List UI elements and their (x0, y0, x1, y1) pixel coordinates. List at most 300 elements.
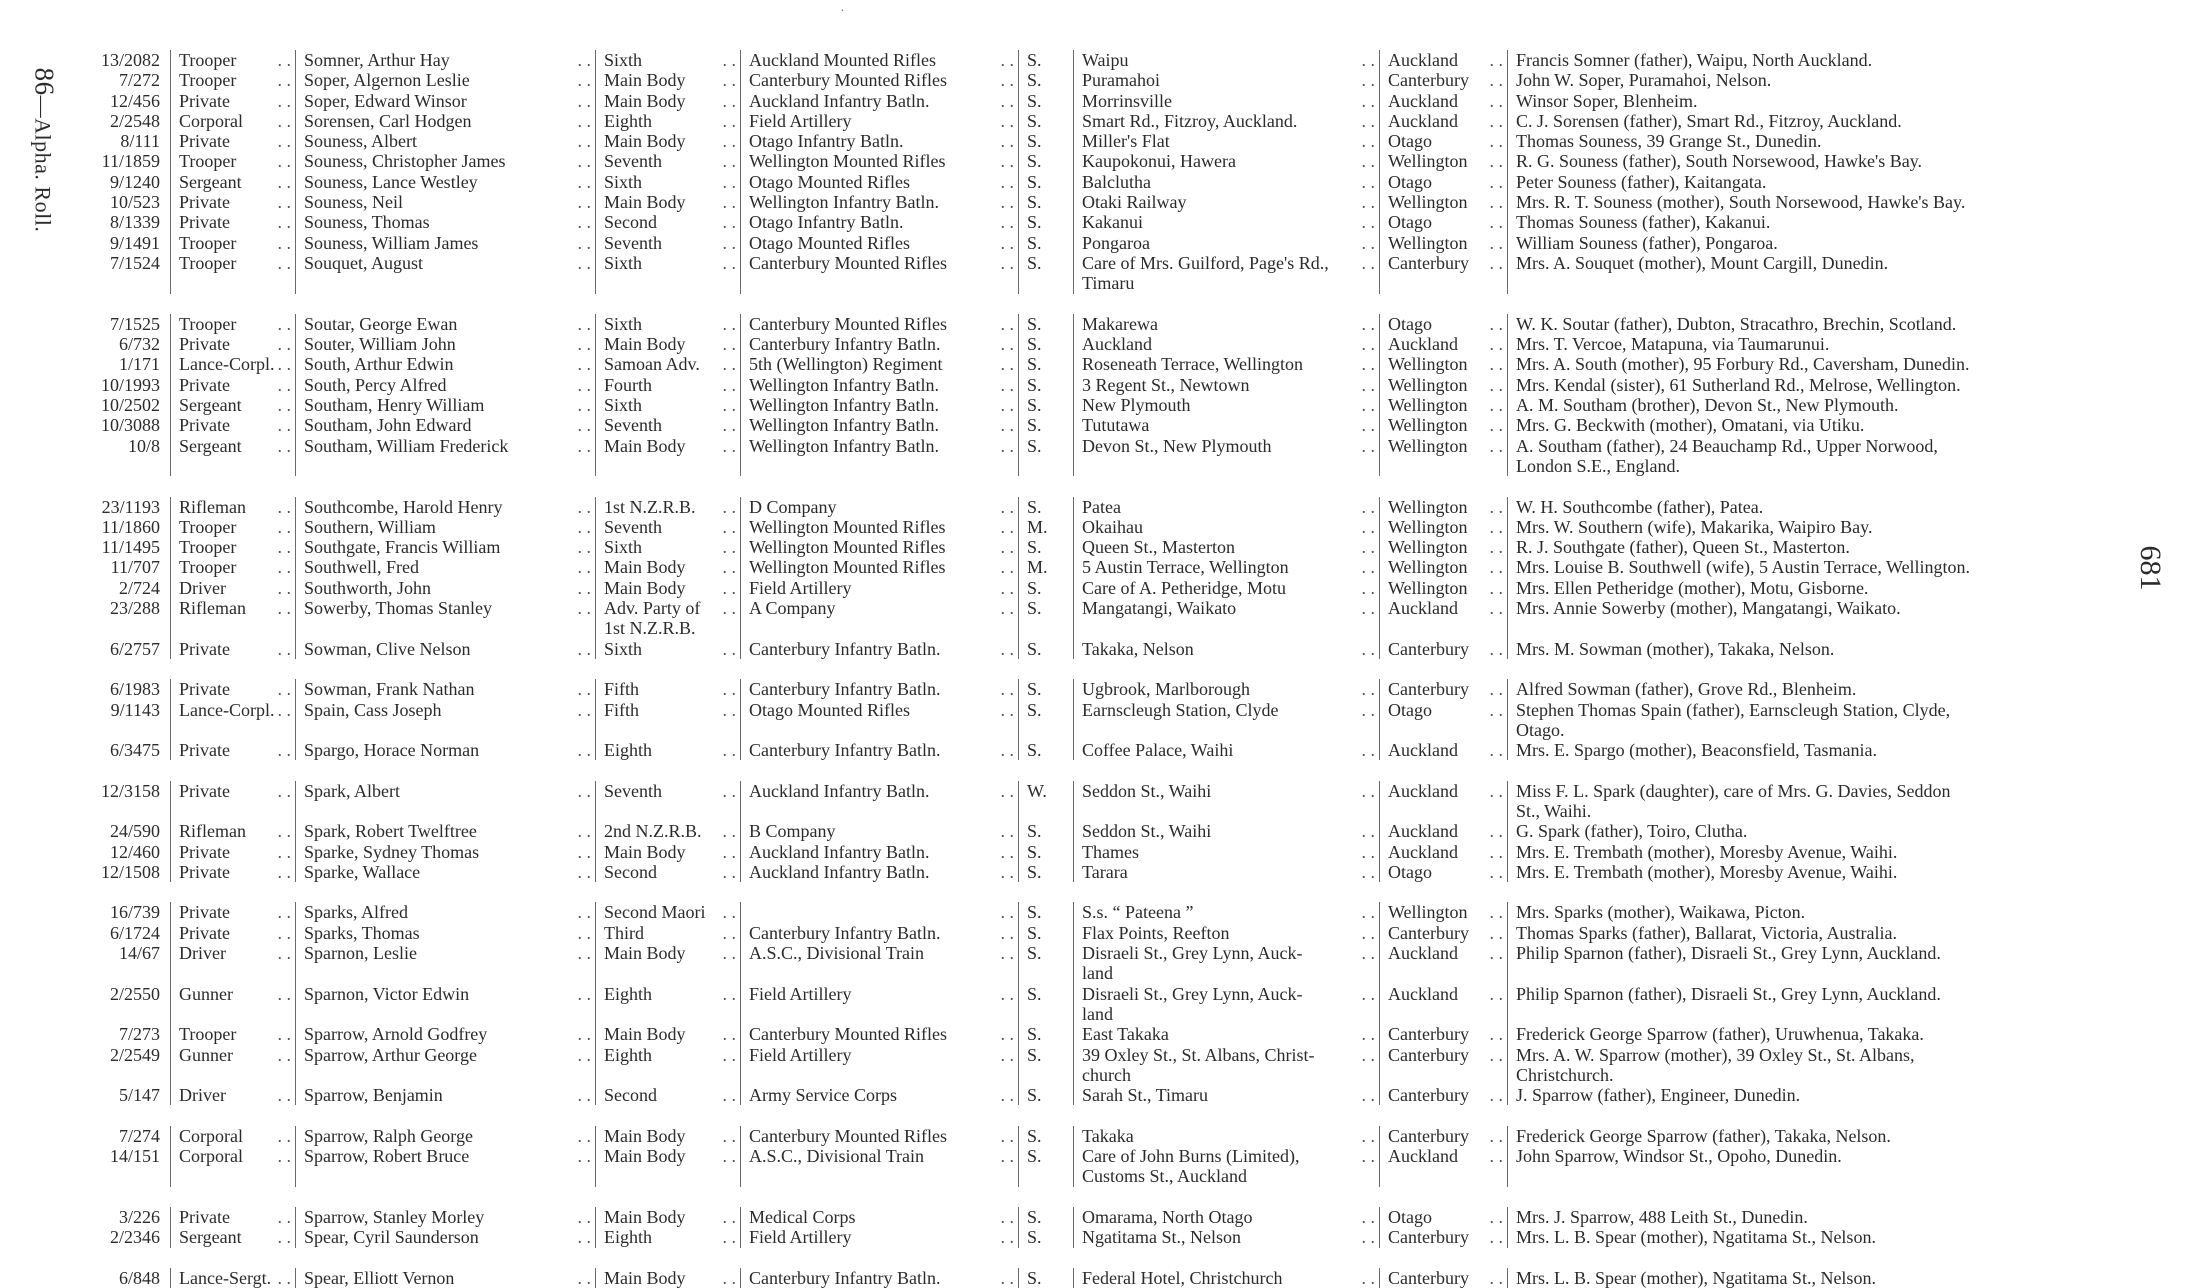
cell-status (1018, 639, 1073, 659)
town-text: Wellington (1388, 354, 1468, 375)
cell-corps (740, 1045, 1018, 1086)
cell-address (1073, 212, 1379, 232)
cell-town (1379, 151, 1507, 171)
leader-dots: . . (577, 699, 591, 720)
corps-text: 5th (Wellington) Regiment (749, 354, 943, 375)
kin-text: Mrs. E. Trembath (mother), Moresby Avenue, Waihi. (1516, 841, 1898, 862)
unit-text: Sixth (604, 252, 643, 273)
rank-text: Private (179, 374, 230, 395)
kin-text: Mrs. W. Southern (wife), Makarika, Waipiro Bay. (1516, 516, 1873, 537)
cell-status (1018, 354, 1073, 374)
leader-dots: . . (1361, 252, 1375, 273)
roll-entry (70, 679, 2115, 699)
address-text: Devon St., New Plymouth (1082, 435, 1272, 456)
leader-dots: . . (1000, 598, 1014, 619)
cell-kin (1507, 111, 2115, 131)
cell-status (1018, 395, 1073, 415)
no-text: 3/226 (118, 1206, 160, 1227)
cell-no (70, 334, 170, 354)
cell-status (1018, 578, 1073, 598)
town-text: Auckland (1388, 334, 1458, 355)
leader-dots: . . (1361, 1267, 1375, 1288)
no-text: 23/288 (109, 598, 160, 619)
cell-address (1073, 1268, 1379, 1288)
leader-dots: . . (1361, 679, 1375, 700)
leader-dots: . . (1489, 374, 1503, 395)
rank-text: Gunner (179, 1044, 233, 1065)
leader-dots: . . (277, 740, 291, 761)
cell-town (1379, 212, 1507, 232)
address-text: Makarewa (1082, 313, 1158, 334)
leader-dots: . . (1361, 415, 1375, 436)
corps-text: Canterbury Infantry Batln. (749, 638, 941, 659)
leader-dots: . . (577, 50, 591, 70)
town-text: Wellington (1388, 232, 1468, 253)
cell-status (1018, 314, 1073, 334)
status-text: S. (1027, 232, 1042, 253)
cell-corps (740, 172, 1018, 192)
roll-entry (70, 50, 2115, 70)
cell-rank (170, 598, 295, 639)
unit-text: Main Body (604, 334, 686, 355)
town-text: Auckland (1388, 983, 1458, 1004)
cell-name (295, 334, 595, 354)
corps-text: Wellington Mounted Rifles (749, 151, 946, 172)
kin-text: Mrs. J. Sparrow, 488 Leith St., Dunedin. (1516, 1206, 1808, 1227)
roll-entry (70, 1024, 2115, 1044)
leader-dots: . . (722, 902, 736, 923)
name-text: Spear, Elliott Vernon (304, 1267, 455, 1288)
leader-dots: . . (1361, 212, 1375, 233)
cell-unit (595, 578, 740, 598)
cell-corps (740, 50, 1018, 70)
leader-dots: . . (277, 131, 291, 152)
corps-text: Canterbury Infantry Batln. (749, 334, 941, 355)
name-text: Souness, Thomas (304, 212, 430, 233)
cell-kin (1507, 1085, 2115, 1105)
roll-entry (70, 537, 2115, 557)
cell-status (1018, 151, 1073, 171)
leader-dots: . . (277, 70, 291, 91)
leader-dots: . . (722, 192, 736, 213)
cell-town (1379, 578, 1507, 598)
roll-entry (70, 375, 2115, 395)
address-text: Ugbrook, Marlborough (1082, 679, 1250, 700)
rank-text: Private (179, 90, 230, 111)
address-text: Care of Mrs. Guilford, Page's Rd., (1082, 252, 1329, 273)
leader-dots: . . (577, 354, 591, 375)
leader-dots: . . (277, 1146, 291, 1167)
status-text: S. (1027, 334, 1042, 355)
kin-text: Philip Sparnon (father), Disraeli St., Grey Lynn, Auckland. (1516, 983, 1941, 1004)
cell-no (70, 740, 170, 760)
name-text: Southwell, Fred (304, 557, 419, 578)
address-text: Kakanui (1082, 212, 1143, 233)
leader-dots: . . (1361, 232, 1375, 253)
roll-entry (70, 639, 2115, 659)
cell-corps (740, 740, 1018, 760)
cell-kin (1507, 436, 2115, 477)
status-text: S. (1027, 740, 1042, 761)
leader-dots: . . (277, 902, 291, 923)
cell-kin (1507, 395, 2115, 415)
cell-no (70, 1146, 170, 1187)
cell-kin (1507, 354, 2115, 374)
leader-dots: . . (1489, 354, 1503, 375)
cell-status (1018, 842, 1073, 862)
address-text: Timaru (1082, 273, 1135, 294)
cell-corps (740, 537, 1018, 557)
corps-text: Otago Mounted Rifles (749, 699, 910, 720)
cell-corps (740, 111, 1018, 131)
town-text: Auckland (1388, 90, 1458, 111)
cell-unit (595, 598, 740, 639)
cell-rank (170, 212, 295, 232)
cell-town (1379, 314, 1507, 334)
address-text: Federal Hotel, Christchurch (1082, 1267, 1283, 1288)
leader-dots: . . (277, 415, 291, 436)
cell-unit (595, 192, 740, 212)
kin-text: Miss F. L. Spark (daughter), care of Mrs. G. Davies, Seddon (1516, 780, 1951, 801)
cell-corps (740, 354, 1018, 374)
cell-address (1073, 233, 1379, 253)
town-text: Auckland (1388, 1146, 1458, 1167)
leader-dots: . . (277, 1024, 291, 1045)
town-text: Canterbury (1388, 1267, 1469, 1288)
cell-name (295, 923, 595, 943)
kin-text: J. Sparrow (father), Engineer, Dunedin. (1516, 1085, 1801, 1106)
name-text: Sowerby, Thomas Stanley (304, 598, 492, 619)
corps-text: Wellington Infantry Batln. (749, 192, 940, 213)
cell-address (1073, 253, 1379, 294)
corps-text: Canterbury Infantry Batln. (749, 679, 941, 700)
cell-kin (1507, 842, 2115, 862)
leader-dots: . . (1000, 354, 1014, 375)
cell-kin (1507, 781, 2115, 822)
leader-dots: . . (577, 1024, 591, 1045)
roll-entry (70, 598, 2115, 639)
cell-corps (740, 781, 1018, 822)
cell-town (1379, 639, 1507, 659)
leader-dots: . . (277, 395, 291, 416)
rank-text: Private (179, 780, 230, 801)
leader-dots: . . (277, 192, 291, 213)
cell-unit (595, 923, 740, 943)
leader-dots: . . (577, 131, 591, 152)
cell-name (295, 700, 595, 741)
cell-name (295, 1085, 595, 1105)
town-text: Canterbury (1388, 252, 1469, 273)
leader-dots: . . (722, 50, 736, 70)
leader-dots: . . (1000, 232, 1014, 253)
leader-dots: . . (577, 151, 591, 172)
cell-address (1073, 1146, 1379, 1187)
kin-text: Francis Somner (father), Waipu, North Auckland. (1516, 50, 1873, 70)
leader-dots: . . (1361, 638, 1375, 659)
town-text: Wellington (1388, 516, 1468, 537)
unit-text: 1st N.Z.R.B. (604, 496, 696, 517)
leader-dots: . . (1000, 699, 1014, 720)
leader-dots: . . (1489, 638, 1503, 659)
cell-no (70, 233, 170, 253)
cell-corps (740, 679, 1018, 699)
corps-text: Wellington Infantry Batln. (749, 374, 940, 395)
unit-text: Main Body (604, 557, 686, 578)
no-text: 12/456 (109, 90, 160, 111)
leader-dots: . . (1000, 577, 1014, 598)
leader-dots: . . (1489, 577, 1503, 598)
cell-kin (1507, 253, 2115, 294)
address-text: Okaihau (1082, 516, 1143, 537)
kin-text: London S.E., England. (1516, 455, 1680, 476)
leader-dots: . . (722, 861, 736, 882)
cell-kin (1507, 517, 2115, 537)
cell-rank (170, 740, 295, 760)
cell-status (1018, 172, 1073, 192)
cell-corps (740, 943, 1018, 984)
cell-rank (170, 984, 295, 1025)
kin-text: William Souness (father), Pongaroa. (1516, 232, 1778, 253)
leader-dots: . . (722, 1024, 736, 1045)
unit-text: 2nd N.Z.R.B. (604, 821, 702, 842)
cell-unit (595, 1268, 740, 1288)
cell-rank (170, 375, 295, 395)
leader-dots: . . (722, 90, 736, 111)
roll-entry (70, 91, 2115, 111)
cell-town (1379, 111, 1507, 131)
leader-dots: . . (1489, 516, 1503, 537)
leader-dots: . . (577, 171, 591, 192)
leader-dots: . . (1361, 1125, 1375, 1146)
cell-rank (170, 781, 295, 822)
status-text: S. (1027, 1085, 1042, 1106)
leader-dots: . . (1489, 902, 1503, 923)
status-text: S. (1027, 131, 1042, 152)
leader-dots: . . (722, 395, 736, 416)
leader-dots: . . (577, 212, 591, 233)
leader-dots: . . (1489, 983, 1503, 1004)
leader-dots: . . (277, 638, 291, 659)
cell-corps (740, 212, 1018, 232)
status-text: S. (1027, 699, 1042, 720)
roll-entry (70, 395, 2115, 415)
town-text: Auckland (1388, 821, 1458, 842)
cell-name (295, 192, 595, 212)
page-number: 681 (2134, 545, 2167, 591)
leader-dots: . . (1489, 334, 1503, 355)
leader-dots: . . (1489, 212, 1503, 233)
status-text: S. (1027, 638, 1042, 659)
rank-text: Private (179, 841, 230, 862)
corps-text: Auckland Infantry Batln. (749, 90, 930, 111)
roll-entry (70, 354, 2115, 374)
cell-kin (1507, 639, 2115, 659)
address-text: S.s. “ Pateena ” (1082, 902, 1194, 923)
cell-address (1073, 700, 1379, 741)
corps-text: Field Artillery (749, 1044, 852, 1065)
name-text: Sparrow, Ralph George (304, 1125, 473, 1146)
status-text: S. (1027, 902, 1042, 923)
address-text: Otaki Railway (1082, 192, 1187, 213)
cell-no (70, 314, 170, 334)
unit-text: Seventh (604, 415, 662, 436)
kin-text: John W. Soper, Puramahoi, Nelson. (1516, 70, 1772, 91)
cell-unit (595, 862, 740, 882)
cell-address (1073, 923, 1379, 943)
cell-town (1379, 1227, 1507, 1247)
name-text: Souness, William James (304, 232, 479, 253)
rank-text: Rifleman (179, 496, 246, 517)
cell-no (70, 578, 170, 598)
cell-unit (595, 1207, 740, 1227)
cell-status (1018, 740, 1073, 760)
town-text: Wellington (1388, 395, 1468, 416)
kin-text: A. Southam (father), 24 Beauchamp Rd., Upper Norwood, (1516, 435, 1938, 456)
cell-town (1379, 740, 1507, 760)
leader-dots: . . (577, 943, 591, 964)
leader-dots: . . (722, 943, 736, 964)
name-text: Sparrow, Robert Bruce (304, 1146, 470, 1167)
cell-kin (1507, 314, 2115, 334)
cell-no (70, 598, 170, 639)
status-text: S. (1027, 171, 1042, 192)
cell-rank (170, 902, 295, 922)
town-text: Otago (1388, 861, 1432, 882)
unit-text: Second (604, 212, 657, 233)
no-text: 2/2549 (109, 1044, 160, 1065)
cell-no (70, 497, 170, 517)
address-text: Pongaroa (1082, 232, 1150, 253)
cell-name (295, 517, 595, 537)
cell-no (70, 943, 170, 984)
cell-unit (595, 91, 740, 111)
cell-unit (595, 1045, 740, 1086)
cell-address (1073, 1085, 1379, 1105)
cell-corps (740, 598, 1018, 639)
cell-status (1018, 1146, 1073, 1187)
cell-status (1018, 923, 1073, 943)
cell-status (1018, 50, 1073, 70)
cell-no (70, 679, 170, 699)
kin-text: W. K. Soutar (father), Dubton, Stracathro, Brechin, Scotland. (1516, 313, 1957, 334)
leader-dots: . . (1000, 780, 1014, 801)
cell-kin (1507, 537, 2115, 557)
address-text: 39 Oxley St., St. Albans, Christ- (1082, 1044, 1315, 1065)
no-text: 9/1143 (110, 699, 160, 720)
no-text: 10/523 (109, 192, 160, 213)
leader-dots: . . (577, 922, 591, 943)
cell-name (295, 740, 595, 760)
name-text: Sparks, Alfred (304, 902, 408, 923)
no-text: 13/2082 (100, 50, 160, 70)
leader-dots: . . (1361, 577, 1375, 598)
cell-town (1379, 700, 1507, 741)
cell-rank (170, 334, 295, 354)
unit-text: Main Body (604, 70, 686, 91)
cell-status (1018, 334, 1073, 354)
status-text: S. (1027, 922, 1042, 943)
leader-dots: . . (277, 699, 291, 720)
address-text: land (1082, 1003, 1113, 1024)
leader-dots: . . (1489, 252, 1503, 273)
rank-text: Private (179, 922, 230, 943)
cell-town (1379, 497, 1507, 517)
cell-rank (170, 862, 295, 882)
unit-text: Eighth (604, 1227, 652, 1248)
leader-dots: . . (577, 841, 591, 862)
status-text: S. (1027, 679, 1042, 700)
town-text: Otago (1388, 313, 1432, 334)
cell-corps (740, 821, 1018, 841)
unit-text: Second (604, 1085, 657, 1106)
status-text: S. (1027, 1227, 1042, 1248)
cell-no (70, 984, 170, 1025)
leader-dots: . . (722, 496, 736, 517)
leader-dots: . . (1361, 435, 1375, 456)
rank-text: Corporal (179, 110, 243, 131)
leader-dots: . . (1000, 1044, 1014, 1065)
unit-text: Main Body (604, 131, 686, 152)
no-text: 7/1525 (109, 313, 160, 334)
no-text: 7/272 (118, 70, 160, 91)
name-text: Sowman, Clive Nelson (304, 638, 471, 659)
leader-dots: . . (277, 1085, 291, 1106)
cell-town (1379, 821, 1507, 841)
cell-status (1018, 70, 1073, 90)
cell-no (70, 639, 170, 659)
cell-rank (170, 131, 295, 151)
leader-dots: . . (577, 252, 591, 273)
cell-unit (595, 639, 740, 659)
cell-status (1018, 253, 1073, 294)
rank-text: Lance-Corpl. (179, 699, 275, 720)
town-text: Wellington (1388, 902, 1468, 923)
leader-dots: . . (577, 313, 591, 334)
no-text: 6/1983 (109, 679, 160, 700)
leader-dots: . . (577, 70, 591, 91)
cell-unit (595, 984, 740, 1025)
cell-unit (595, 334, 740, 354)
unit-text: 1st N.Z.R.B. (604, 618, 696, 639)
roll-entry (70, 436, 2115, 477)
status-text: S. (1027, 395, 1042, 416)
address-text: Mangatangi, Waikato (1082, 598, 1237, 619)
cell-address (1073, 537, 1379, 557)
rank-text: Driver (179, 943, 226, 964)
address-text: Seddon St., Waihi (1082, 780, 1212, 801)
leader-dots: . . (1489, 496, 1503, 517)
no-text: 23/1193 (101, 496, 160, 517)
cell-unit (595, 679, 740, 699)
status-text: S. (1027, 1024, 1042, 1045)
cell-unit (595, 1227, 740, 1247)
no-text: 12/3158 (100, 780, 160, 801)
leader-dots: . . (277, 374, 291, 395)
kin-text: Alfred Sowman (father), Grove Rd., Blenheim. (1516, 679, 1857, 700)
leader-dots: . . (722, 1125, 736, 1146)
cell-status (1018, 1207, 1073, 1227)
address-text: Care of John Burns (Limited), (1082, 1146, 1300, 1167)
no-text: 10/2502 (100, 395, 160, 416)
leader-dots: . . (1361, 395, 1375, 416)
rank-text: Trooper (179, 537, 237, 558)
kin-text: Mrs. E. Trembath (mother), Moresby Avenue, Waihi. (1516, 861, 1898, 882)
cell-rank (170, 415, 295, 435)
cell-address (1073, 497, 1379, 517)
cell-unit (595, 436, 740, 477)
town-text: Wellington (1388, 537, 1468, 558)
cell-no (70, 415, 170, 435)
